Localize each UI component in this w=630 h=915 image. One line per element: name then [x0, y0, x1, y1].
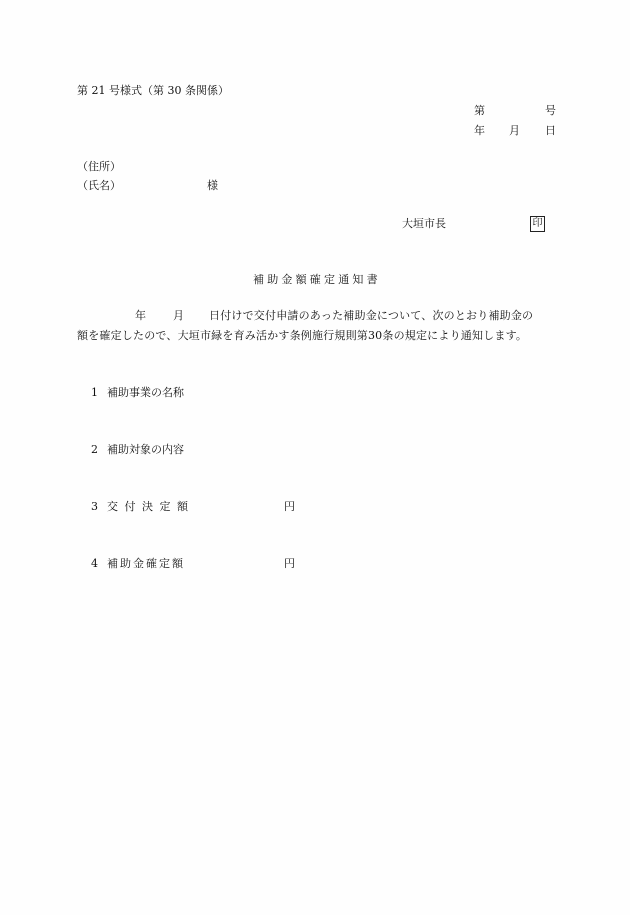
item-3-number: 3: [91, 500, 98, 513]
doc-number-prefix: 第: [474, 104, 485, 117]
body-line-1: 日付けで交付申請のあった補助金について、次のとおり補助金の: [209, 309, 534, 322]
name-label: （氏名）: [77, 179, 121, 192]
body-year: 年: [135, 309, 146, 322]
item-1-label: 補助事業の名称: [107, 386, 184, 399]
date-year: 年: [474, 124, 485, 137]
date-month: 月: [509, 124, 520, 137]
document-title: 補助金額確定通知書: [253, 273, 381, 286]
issuer-name: 大垣市長: [402, 217, 446, 230]
item-4-unit: 円: [284, 557, 295, 570]
item-3-unit: 円: [284, 500, 295, 513]
address-label: （住所）: [77, 160, 121, 173]
item-3-label: 交付決定額: [107, 500, 195, 513]
item-4-number: 4: [91, 557, 98, 570]
item-2-label: 補助対象の内容: [107, 443, 184, 456]
body-month: 月: [173, 309, 184, 322]
doc-number-suffix: 号: [545, 104, 556, 117]
seal-stamp: 印: [530, 216, 545, 232]
item-4-label: 補助金確定額: [107, 557, 185, 570]
date-day: 日: [545, 124, 556, 137]
item-2-number: 2: [91, 443, 98, 456]
honorific: 様: [207, 179, 218, 192]
form-label: 第 21 号様式（第 30 条関係）: [77, 84, 229, 97]
body-line-2: 額を確定したので、大垣市緑を育み活かす条例施行規則第30条の規定により通知します。: [77, 329, 528, 342]
item-1-number: 1: [91, 386, 98, 399]
